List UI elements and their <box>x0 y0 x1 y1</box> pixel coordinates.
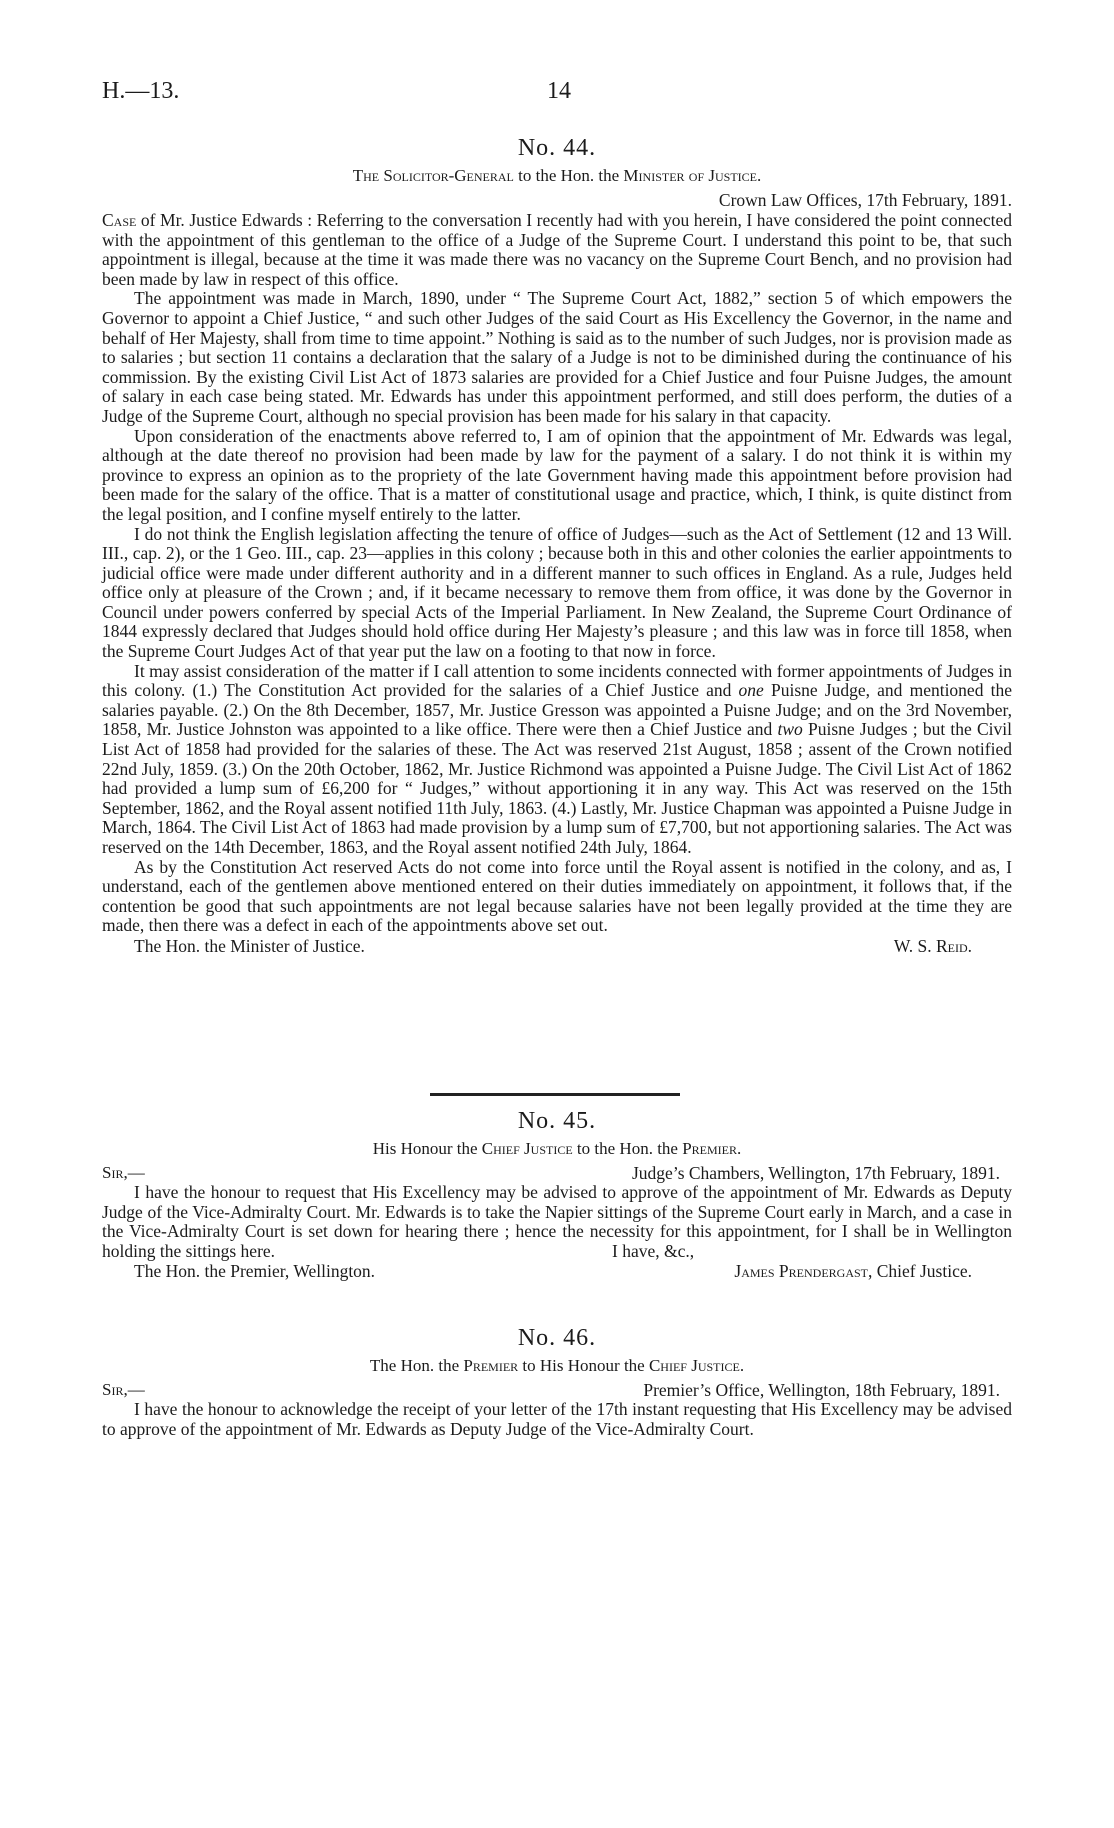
emphasis-two: two <box>777 719 803 740</box>
case-label: Case <box>102 210 137 230</box>
paragraph: I have the honour to acknowledge the receipt of your letter of the 17th instant requesting that His Excellency may be advised to approve of the appointment of Mr. Edwards as Deputy Judge of the Vice-Admiralty Court. <box>102 1399 1012 1439</box>
letter-44 <box>102 135 1012 958</box>
letter-title: The Hon. the Premier to His Honour the Chief Justice. <box>369 1356 745 1375</box>
title-connector: to the Hon. the <box>518 166 620 185</box>
salutation: Sir,— <box>102 1163 145 1182</box>
salutation-date-row <box>102 1163 1012 1183</box>
signature: W. S. Reid. <box>893 935 972 956</box>
section-divider <box>430 1093 680 1096</box>
closing: I have, &c., <box>612 1241 695 1262</box>
dateline: Crown Law Offices, 17th February, 1891. <box>718 190 1012 210</box>
paragraph: Case of Mr. Justice Edwards : Referring to the conversation I recently had with you herein, I have considered the point connected with the appointment of this gentleman to the office of a Judge of the Supreme Court. I understand this point to be, that such appointment is illegal, because at the time it was made there was no vacancy on the Supreme Court Bench, and no provision had been made by law in respect of this office. <box>102 210 1013 289</box>
addressee: The Hon. the Minister of Justice. <box>134 935 365 956</box>
letter-title: His Honour the Chief Justice to the Hon. the Premier. <box>372 1139 742 1158</box>
letter-number: No. 44. <box>517 135 597 161</box>
paragraph: The appointment was made in March, 1890, under “ The Supreme Court Act, 1882,” section 5 of which empowers the Governor to appoint a Chief Justice, “ and such other Judges of the said Court as His Excellency the Governor, in the name and behalf of Her Majesty, shall from time to time appoint.” Nothing is said as to the number of such Judges, nor is provision made as to salaries ; but section 11 contains a declaration that the salary of a Judge is not to be diminished during the continuance of his commission. By the existing Civil List Act of 1873 salaries are provided for a Chief Justice and four Puisne Judges, the amount of salary in each case being stated. Mr. Edwards has under this appointment performed, and still does perform, the duties of a Judge of the Supreme Court, although no special provision has been made for his salary in that capacity. <box>102 288 1012 426</box>
letter-number: No. 46. <box>517 1325 597 1351</box>
emphasis-one: one <box>738 680 764 701</box>
paragraph: Upon consideration of the enactments above referred to, I am of opinion that the appointment of Mr. Edwards was legal, although at the date thereof no provision had been made by law for the payment of a salary. I do not think it is within my province to express an opinion as to the propriety of the late Government having made this appointment before provision had been made for the salary of the office. That is a matter of constitutional usage and practice, which, I think, is quite distinct from the legal position, and I confine myself entirely to the latter. <box>102 425 1012 524</box>
page-number: 14 <box>547 78 571 104</box>
paragraph: I have the honour to request that His Excellency may be advised to approve of the appointment of Mr. Edwards as Deputy Judge of the Vice-Admiralty Court. Mr. Edwards is to take the Napier sittings of the Supreme Court early in March, and a case in the Vice-Admiralty Court is set down for hearing there ; hence the necessity for this appointment, for I shall be in Wellington holding the sittings here. <box>102 1182 1012 1261</box>
addressee: The Hon. the Premier, Wellington. <box>134 1261 376 1282</box>
sender: The Solicitor-General <box>352 166 514 185</box>
paragraph: I do not think the English legislation affecting the tenure of office of Judges—such as the Act of Settlement (12 and 13 Will. III., cap. 2), or the 1 Geo. III., cap. 23—applies in this colony ; because both in this and other colonies the earlier appointments to judicial office were made under different authority and in a different manner to such offices in England. As a rule, Judges held office only at pleasure of the Crown ; and, if it became necessary to remove them from office, it was done by the Governor in Council under powers conferred by special Acts of the Imperial Parliament. In New Zealand, the Supreme Court Ordinance of 1844 expressly declared that Judges should hold office during Her Majesty’s pleasure ; and this law was in force till 1858, when the Supreme Court Judges Act of that year put the law on a footing to that now in force. <box>102 523 1012 662</box>
dateline: Premier’s Office, Wellington, 18th February, 1891. <box>643 1380 1000 1400</box>
recipient: Premier. <box>682 1139 742 1158</box>
letter-title: The Solicitor-General to the Hon. the Minister of Justice. <box>352 166 762 185</box>
sender: Chief Justice <box>481 1139 573 1158</box>
recipient: Chief Justice. <box>648 1356 745 1375</box>
letter-45 <box>102 1108 1012 1283</box>
paragraph: As by the Constitution Act reserved Acts do not come into force until the Royal assent is notified in the colony, and as, I understand, each of the gentlemen above mentioned entered on their duties immediately on appointment, it follows that, if the contention be good that such appointments are not legal because salaries have not been legally provided at the time they are made, then there was a defect in each of the appointments above set out. <box>102 856 1012 936</box>
recipient: Minister of Justice <box>623 166 757 185</box>
letter-number: No. 45. <box>517 1108 597 1134</box>
letter-46 <box>102 1325 1012 1439</box>
running-head <box>102 78 1012 108</box>
page-identifier: H.—13. <box>102 78 180 104</box>
signature-row <box>102 936 1012 958</box>
dateline: Judge’s Chambers, Wellington, 17th February, 1891. <box>632 1163 1000 1183</box>
salutation: Sir,— <box>102 1380 145 1399</box>
salutation-date-row <box>102 1380 1012 1400</box>
paragraph: It may assist consideration of the matter if I call attention to some incidents connected with former appointments of Judges in this colony. (1.) The Constitution Act provided for the salaries of a Chief Justice and one Puisne Judge, and mentioned the salaries payable. (2.) On the 8th December, 1857, Mr. Justice Gresson was appointed a Puisne Judge; and on the 3rd November, 1858, Mr. Justice Johnston was appointed to a like office. There were then a Chief Justice and two Puisne Judges ; but the Civil List Act of 1858 had provided for the salaries of these. The Act was reserved 21st August, 1858 ; assent of the Crown notified 22nd July, 1859. (3.) On the 20th October, 1862, Mr. Justice Richmond was appointed a Puisne Judge. The Civil List Act of 1862 had provided a lump sum of £6,200 for “ Judges,” without apportioning it in any way. This Act was reserved on the 15th September, 1862, and the Royal assent notified 11th July, 1863. (4.) Lastly, Mr. Justice Chapman was appointed a Puisne Judge in March, 1864. The Civil List Act of 1863 had made provision by a lump sum of £7,700, but not apportioning salaries. The Act was reserved on the 14th December, 1863, and the Royal assent notified 24th July, 1864. <box>102 660 1012 857</box>
signature: James Prendergast, Chief Justice. <box>734 1261 972 1282</box>
signature-row <box>102 1261 1012 1283</box>
sender: Premier <box>463 1356 519 1375</box>
